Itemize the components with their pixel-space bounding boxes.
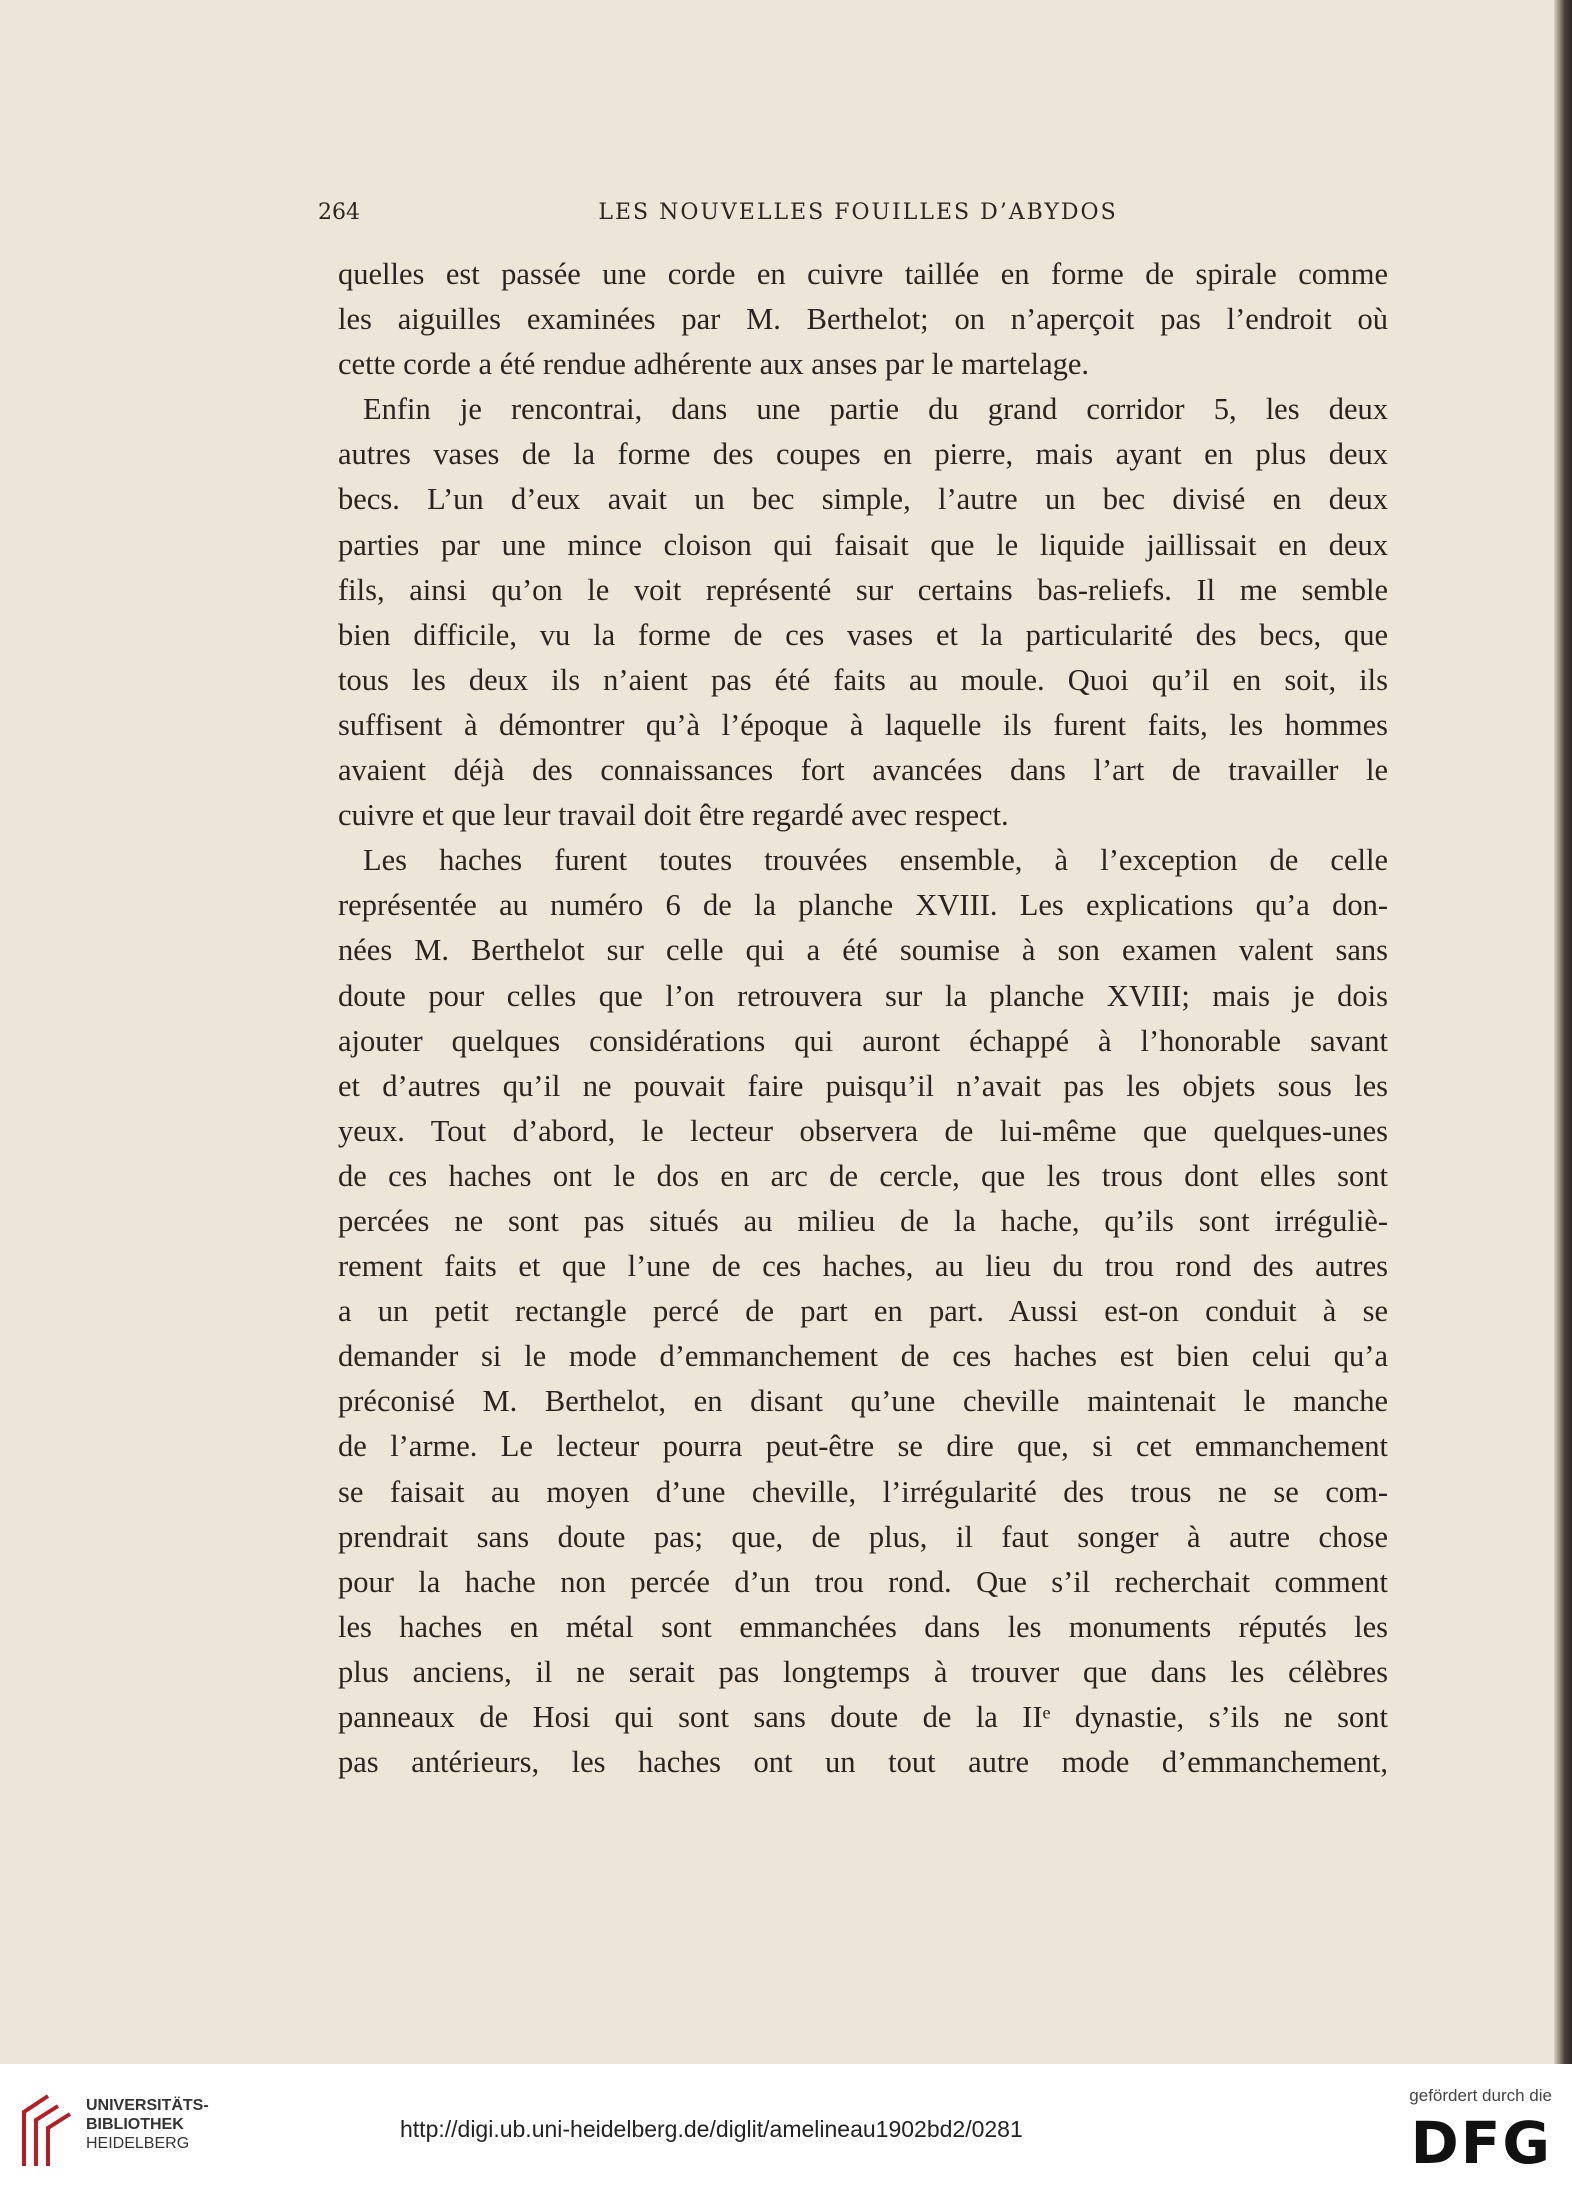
text-line: fils, ainsi qu’on le voit représenté sur certains bas-reliefs. Il me semble [338, 572, 1388, 607]
text-line: cette corde a été rendue adhérente aux anses par le martelage. [338, 347, 1090, 382]
text-line: quelles est passée une corde en cuivre taillée en forme de spirale comme [338, 257, 1388, 291]
text-line: les haches en métal sont emmanchées dans les monuments réputés les [338, 1609, 1388, 1644]
library-logo-icon [18, 2092, 76, 2170]
funding-label: gefördert durch die [1409, 2086, 1552, 2105]
library-name [86, 2096, 209, 2153]
permalink-url[interactable]: http://digi.ub.uni-heidelberg.de/diglit/amelineau1902bd2/0281 [400, 2116, 1023, 2142]
text-line: de ces haches ont le dos en arc de cercle, que les trous dont elles sont [338, 1158, 1388, 1193]
text-line: pas antérieurs, les haches ont un tout autre mode d’emmanchement, [338, 1745, 1388, 1780]
text-line: percées ne sont pas situés au milieu de la hache, qu’ils sont irréguliè- [338, 1203, 1388, 1238]
text-line: bien difficile, vu la forme de ces vases et la particularité des becs, que [338, 617, 1388, 652]
text-line: de l’arme. Le lecteur pourra peut-être se dire que, si cet emmanchement [338, 1429, 1388, 1464]
library-name-line: BIBLIOTHEK [86, 2116, 184, 2133]
text-line: pour la hache non percée d’un trou rond. Que s’il recherchait comment [338, 1564, 1388, 1599]
text-line: panneaux de Hosi qui sont sans doute de la IIᵉ dynastie, s’ils ne sont [338, 1700, 1388, 1734]
funding-credit [1409, 2086, 1552, 2177]
footer-bar [0, 2064, 1572, 2187]
text-line: plus anciens, il ne serait pas longtemps à trouver que dans les célèbres [338, 1654, 1388, 1689]
text-line: demander si le mode d’emmanchement de ces haches est bien celui qu’a [338, 1339, 1388, 1374]
body-text [338, 252, 1388, 1785]
text-line: avaient déjà des connaissances fort avancées dans l’art de travailler le [338, 753, 1388, 788]
text-line: tous les deux ils n’aient pas été faits au moule. Quoi qu’il en soit, ils [338, 662, 1388, 697]
text-line: becs. L’un d’eux avait un bec simple, l’autre un bec divisé en deux [338, 482, 1388, 517]
text-line: préconisé M. Berthelot, en disant qu’une cheville maintenait le manche [338, 1384, 1388, 1419]
text-line: parties par une mince cloison qui faisait que le liquide jaillissait en deux [338, 527, 1388, 562]
text-line: yeux. Tout d’abord, le lecteur observera de lui-même que quelques-unes [338, 1113, 1388, 1148]
running-title: LES NOUVELLES FOUILLES D’ABYDOS [598, 200, 1118, 225]
text-line: représentée au numéro 6 de la planche XVIII. Les explications qu’a don- [338, 888, 1388, 923]
page-edge-shadow [1554, 0, 1572, 2064]
library-name-line: UNIVERSITÄTS- [86, 2097, 209, 2114]
text-line: prendrait sans doute pas; que, de plus, il faut songer à autre chose [338, 1519, 1388, 1554]
text-line: Enfin je rencontrai, dans une partie du grand corridor 5, les deux [363, 392, 1388, 427]
text-line: a un petit rectangle percé de part en part. Aussi est-on conduit à se [338, 1294, 1388, 1329]
library-name-line: HEIDELBERG [86, 2135, 190, 2152]
text-line: doute pour celles que l’on retrouvera sur la planche XVIII; mais je dois [338, 978, 1388, 1013]
text-line: les aiguilles examinées par M. Berthelot; on n’aperçoit pas l’endroit où [338, 302, 1388, 337]
text-line: nées M. Berthelot sur celle qui a été soumise à son examen valent sans [338, 933, 1388, 968]
text-line: et d’autres qu’il ne pouvait faire puisqu’il n’avait pas les objets sous les [338, 1068, 1388, 1103]
text-line: se faisait au moyen d’une cheville, l’irrégularité des trous ne se com- [338, 1474, 1388, 1509]
text-line: Les haches furent toutes trouvées ensemble, à l’exception de celle [363, 843, 1388, 878]
text-line: autres vases de la forme des coupes en pierre, mais ayant en plus deux [338, 437, 1388, 472]
page-number: 264 [318, 200, 360, 225]
running-header [318, 200, 1398, 234]
text-line: ajouter quelques considérations qui auront échappé à l’honorable savant [338, 1023, 1388, 1058]
text-line: suffisent à démontrer qu’à l’époque à laquelle ils furent faits, les hommes [338, 707, 1388, 742]
text-line: rement faits et que l’une de ces haches, au lieu du trou rond des autres [338, 1249, 1388, 1284]
dfg-logo: DFG [1410, 2109, 1552, 2177]
text-line: cuivre et que leur travail doit être regardé avec respect. [338, 798, 1009, 833]
